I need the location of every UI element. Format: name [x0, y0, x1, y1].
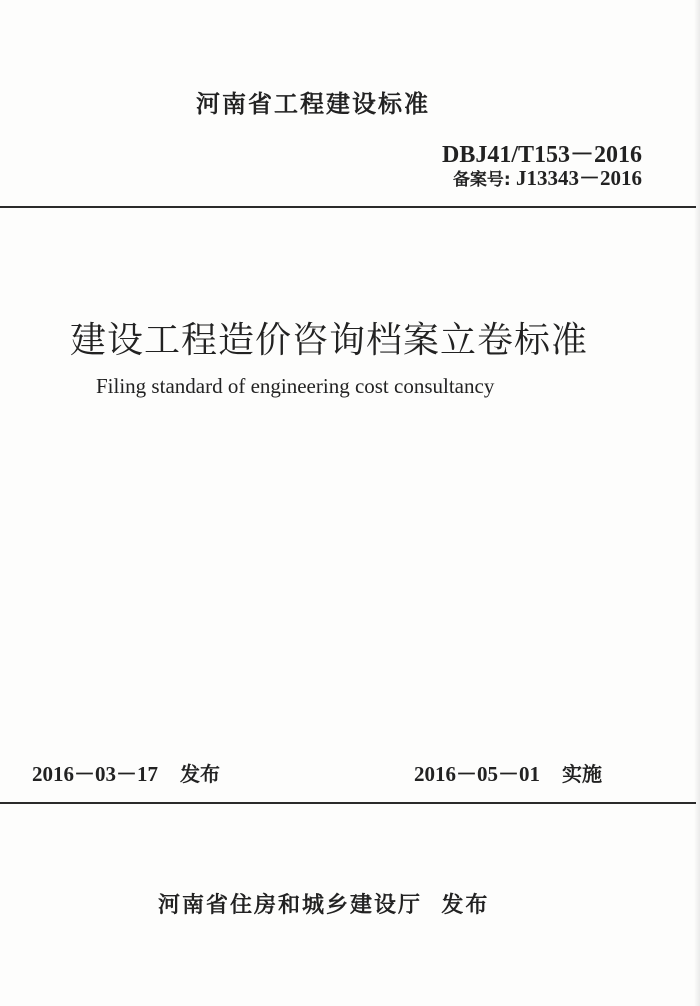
top-divider: [0, 206, 696, 208]
publisher-line: [158, 888, 489, 919]
document-title-english: Filing standard of engineering cost consultancy: [96, 374, 495, 398]
record-number-line: [453, 162, 642, 192]
standard-number: DBJ41/T153－2016: [441, 142, 642, 168]
standard-series-title: 河南省工程建设标准: [196, 90, 430, 118]
record-number-value: J13343－2016: [516, 166, 642, 190]
publish-date: 2016－03－17: [32, 762, 158, 786]
publish-label: 发布: [180, 762, 220, 786]
publisher-name: 河南省住房和城乡建设厅: [158, 893, 423, 918]
record-number-label: 备案号:: [452, 170, 511, 190]
document-title-chinese: 建设工程造价咨询档案立卷标准: [70, 320, 589, 361]
page-edge-shadow: [694, 0, 700, 1006]
implement-label: 实施: [562, 762, 602, 786]
implement-date: 2016－05－01: [414, 762, 540, 786]
publish-date-line: [32, 758, 220, 788]
implement-date-line: [414, 758, 602, 788]
publisher-action: 发布: [441, 893, 490, 918]
bottom-divider: [0, 802, 696, 804]
